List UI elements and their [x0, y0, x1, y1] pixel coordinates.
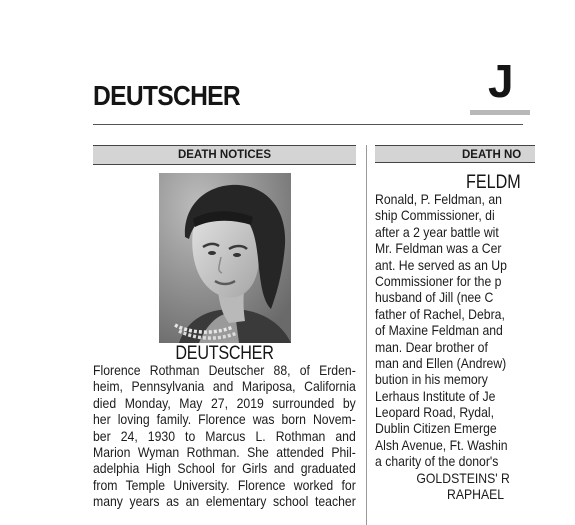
notice-line: man. Dear brother of: [375, 339, 488, 355]
notice-line: Dublin Citizen Emerge: [375, 421, 497, 437]
notice-line: man and Ellen (Andrew): [375, 355, 507, 371]
left-notice-body: [93, 363, 356, 511]
right-notice-body: [375, 192, 575, 503]
notice-line: husband of Jill (nee C: [375, 290, 494, 306]
notice-line: Ronald, P. Feldman, an: [375, 192, 502, 207]
notice-line: Commissioner for the p: [375, 273, 502, 289]
notice-line: died Monday, May 27, 2019 surrounded by: [93, 395, 356, 411]
notice-line: after a 2 year battle wit: [375, 224, 499, 240]
column-divider: [366, 145, 367, 525]
death-notices-header-right: DEATH NO: [375, 145, 535, 163]
next-page-header-letter: J: [488, 55, 514, 107]
death-notices-header-left: DEATH NOTICES: [93, 145, 356, 165]
notice-line: Marion Wyman Rothman. She attended Phil-: [93, 444, 356, 460]
notice-line: bution in his memory: [375, 372, 488, 388]
notice-line: heim, Pennsylvania and Mariposa, California: [93, 379, 356, 395]
notice-line: many years as an elementary school teacher: [93, 494, 356, 510]
header-rule: [93, 124, 523, 125]
notice-line: ber 24, 1930 to Marcus L. Rothman and: [93, 428, 356, 444]
page-section-title: DEUTSCHER: [93, 80, 241, 111]
notice-line: Mr. Feldman was a Cer: [375, 241, 502, 257]
header-accent-bar: [470, 110, 530, 115]
left-notice-name: DEUTSCHER: [175, 343, 274, 364]
notice-line: Lerhaus Institute of Je: [375, 388, 496, 404]
notice-line: Florence Rothman Deutscher 88, of Erden-: [93, 363, 356, 378]
notice-line: ant. He served as an Up: [375, 257, 507, 273]
notice-line: of Maxine Feldman and: [375, 323, 503, 339]
portrait-photo-image: [159, 173, 291, 343]
notice-line: adelphia High School for Girls and graduated: [93, 461, 356, 477]
funeral-home-line: RAPHAEL: [447, 487, 505, 503]
portrait-photo: [159, 173, 291, 343]
funeral-home-line: GOLDSTEINS' R: [416, 470, 510, 486]
notice-line: Leopard Road, Rydal,: [375, 405, 495, 421]
notice-line: from Temple University. Florence worked for: [93, 477, 356, 493]
notice-line: a charity of the donor's: [375, 454, 499, 470]
notice-line: ship Commissioner, di: [375, 208, 495, 224]
right-notice-name: FELDM: [466, 172, 521, 193]
notice-line: her loving family. Florence was born Novem-: [93, 412, 356, 428]
notice-line: father of Rachel, Debra,: [375, 306, 505, 322]
notice-line: Alsh Avenue, Ft. Washin: [375, 437, 508, 453]
